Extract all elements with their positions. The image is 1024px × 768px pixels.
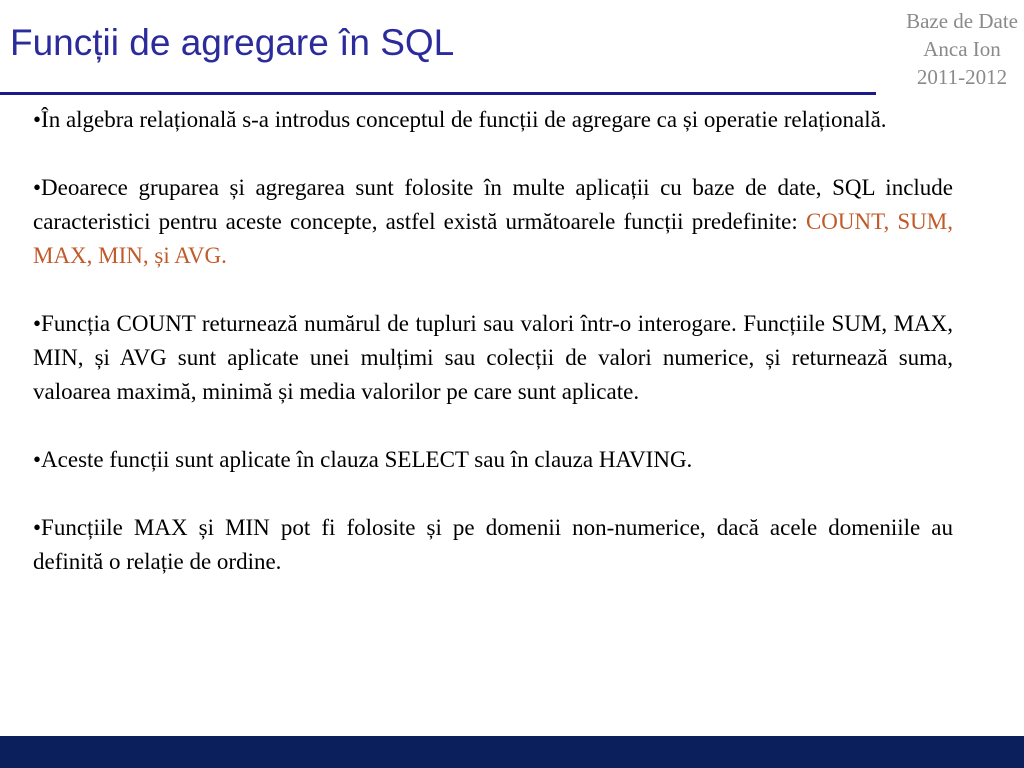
bullet-paragraph	[33, 103, 953, 137]
bullet-paragraph	[33, 171, 953, 273]
course-info	[906, 7, 1018, 91]
slide-title: Funcții de agregare în SQL	[10, 22, 455, 63]
slide-content	[33, 103, 953, 613]
footer-bar	[0, 736, 1024, 768]
bullet-paragraph	[33, 511, 953, 579]
function-list-highlight: COUNT, SUM, MAX, MIN, și AVG.	[33, 209, 953, 268]
paragraph-text: •Funcțiile MAX și MIN pot fi folosite și pe domenii non-numerice, dacă acele domeniile au definită o relație de ordine.	[33, 515, 953, 574]
course-name: Baze de Date	[906, 9, 1018, 33]
bullet-paragraph	[33, 307, 953, 409]
author-name: Anca Ion	[923, 37, 1001, 61]
paragraph-text: •În algebra relațională s-a introdus conceptul de funcții de agregare ca și operatie relațională.	[33, 107, 887, 132]
title-divider	[0, 92, 876, 95]
paragraph-text: •Deoarece gruparea și agregarea sunt folosite în multe aplicații cu baze de date, SQL include caracteristici pentru aceste concepte, astfel există următoarele funcții predefinite:	[33, 175, 953, 234]
paragraph-text: •Funcția COUNT returnează numărul de tupluri sau valori într-o interogare. Funcțiile SUM, MAX, MIN, și AVG sunt aplicate unei mulțimi sau colecții de valori numerice, și returnează suma, valoarea maximă, minimă și media valorilor pe care sunt aplicate.	[33, 311, 953, 404]
paragraph-text: •Aceste funcții sunt aplicate în clauza SELECT sau în clauza HAVING.	[33, 447, 693, 472]
academic-year: 2011-2012	[916, 65, 1008, 89]
bullet-paragraph	[33, 443, 953, 477]
